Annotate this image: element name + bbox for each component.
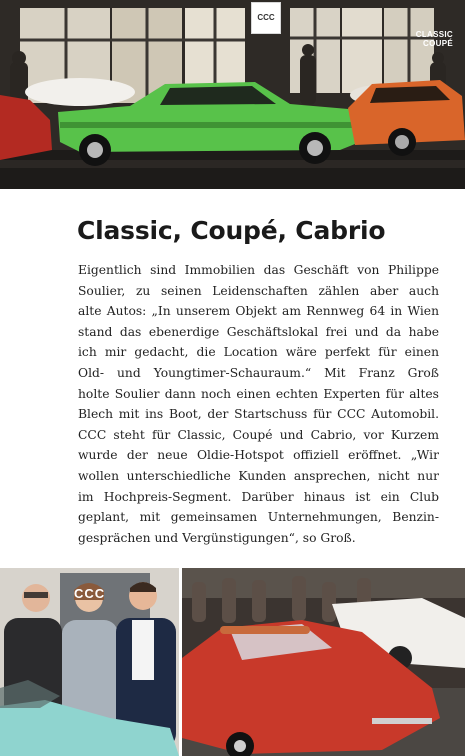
body-line: wurde der neue Oldie-Hotspot offiziell eröffnet. „Wir — [78, 448, 439, 463]
body-line: CCC steht für Classic, Coupé und Cabrio, vor Kurzem — [78, 427, 439, 442]
body-line: stand das ebenerdige Geschäftslokal frei und da habe — [78, 324, 439, 339]
storefront-classic-coupe-sign — [416, 30, 453, 48]
body-line: Blech mit ins Boot, der Startschuss für CCC Automobil. — [78, 407, 439, 422]
storefront-ccc-sign: CCC — [251, 2, 281, 34]
storefront-sign-line: CLASSIC — [415, 30, 453, 39]
red-corvette-photo — [182, 568, 465, 756]
corvette-illustration — [182, 568, 465, 756]
people-portrait-photo — [0, 568, 179, 756]
body-line: alte Autos: „In unserem Objekt am Rennweg 64 in Wien — [78, 304, 439, 319]
showroom-night-photo — [0, 0, 465, 189]
storefront-sign-line: COUPÉ — [423, 39, 453, 48]
showroom-illustration — [0, 0, 465, 189]
body-line: Old- und Youngtimer-Schauraum.“ Mit Franz Groß — [78, 365, 439, 380]
body-line: wollen unterschiedliche Kunden ansprechen, nicht nur — [78, 468, 439, 483]
body-line: Soulier, zu seinen Leidenschaften zählen aber auch — [78, 283, 439, 298]
body-line: ich mir gedacht, die Location wäre perfekt für einen — [78, 345, 439, 360]
body-line: Eigentlich sind Immobilien das Geschäft von Philippe — [78, 263, 439, 277]
article-headline: Classic, Coupé, Cabrio — [77, 216, 386, 245]
wall-ccc-logo: CCC — [74, 586, 106, 601]
body-line: im Hochpreis-Segment. Darüber hinaus ist ein Club — [78, 489, 439, 504]
body-line: holte Soulier dann noch einen echten Experten für altes — [78, 386, 439, 401]
article-body — [78, 260, 439, 548]
body-line: gesprächen und Vergünstigungen“, so Groß. — [78, 530, 356, 545]
body-line: geplant, mit gemeinsamen Unternehmungen, Benzin- — [78, 510, 439, 525]
